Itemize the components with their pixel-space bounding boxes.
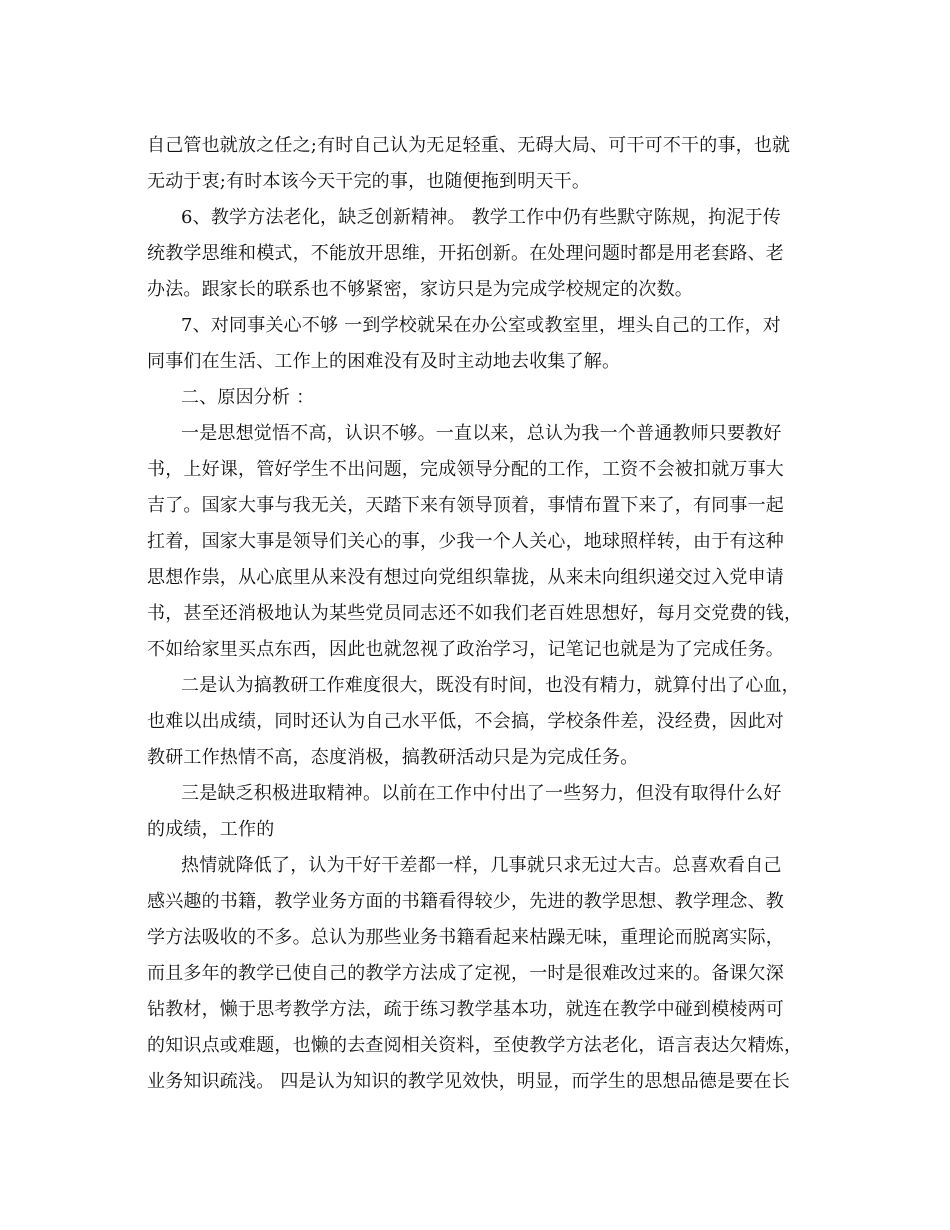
text-line: 书，甚至还消极地认为某些党员同志还不如我们老百姓思想好，每月交党费的钱， <box>147 603 803 624</box>
text-line: 感兴趣的书籍，教学业务方面的书籍看得较少，先进的教学思想、教学理念、教 <box>147 891 784 912</box>
text-line: 7、对同事关心不够 一到学校就呆在办公室或教室里，埋头自己的工作，对 <box>181 315 781 336</box>
text-line: 书，上好课，管好学生不出问题，完成领导分配的工作，工资不会被扣就万事大 <box>147 459 784 480</box>
text-line: 的成绩，工作的 <box>147 819 275 840</box>
text-line: 不如给家里买点东西，因此也就忽视了政治学习，记笔记也就是为了完成任务。 <box>147 639 784 660</box>
text-line: 学方法吸收的不多。总认为那些业务书籍看起来枯躁无味，重理论而脱离实际， <box>147 927 784 948</box>
text-line: 办法。跟家长的联系也不够紧密，家访只是为完成学校规定的次数。 <box>147 279 693 300</box>
document-body <box>147 128 807 1100</box>
text-line: 也难以出成绩，同时还认为自己水平低，不会搞，学校条件差，没经费，因此对 <box>147 711 784 732</box>
text-line: 业务知识疏浅。 四是认为知识的教学见效快，明显，而学生的思想品德是要在长 <box>147 1071 790 1092</box>
text-line: 的知识点或难题，也懒的去查阅相关资料，至使教学方法老化，语言表达欠精炼， <box>147 1035 803 1056</box>
text-line: 热情就降低了，认为干好干差都一样，几事就只求无过大吉。总喜欢看自己 <box>181 855 782 876</box>
text-line: 一是思想觉悟不高，认识不够。一直以来，总认为我一个普通教师只要教好 <box>181 423 782 444</box>
text-line: 吉了。国家大事与我无关，天踏下来有领导顶着，事情布置下来了，有同事一起 <box>147 495 784 516</box>
text-line: 统教学思维和模式，不能放开思维，开拓创新。在处理问题时都是用老套路、老 <box>147 243 784 264</box>
text-line: 扛着，国家大事是领导们关心的事，少我一个人关心，地球照样转，由于有这种 <box>147 531 784 552</box>
text-line: 二、原因分析 ： <box>181 387 315 408</box>
text-line: 同事们在生活、工作上的困难没有及时主动地去收集了解。 <box>147 351 621 372</box>
text-line: 钻教材，懒于思考教学方法，疏于练习教学基本功，就连在教学中碰到模棱两可 <box>147 999 784 1020</box>
text-line: 而且多年的教学已使自己的教学方法成了定视，一时是很难改过来的。备课欠深 <box>147 963 784 984</box>
text-line: 二是认为搞教研工作难度很大，既没有时间，也没有精力，就算付出了心血， <box>181 675 800 696</box>
text-line: 思想作祟，从心底里从来没有想过向党组织靠拢，从来未向组织递交过入党申请 <box>147 567 784 588</box>
text-line: 无动于衷;有时本该今天干完的事，也随便拖到明天干。 <box>147 171 591 192</box>
text-line: 6、教学方法老化，缺乏创新精神。 教学工作中仍有些默守陈规，拘泥于传 <box>181 207 781 228</box>
text-line: 自己管也就放之任之;有时自己认为无足轻重、无碍大局、可干可不干的事，也就 <box>147 135 791 156</box>
text-line: 三是缺乏积极进取精神。以前在工作中付出了一些努力，但没有取得什么好 <box>181 783 782 804</box>
text-line: 教研工作热情不高，态度消极，搞教研活动只是为完成任务。 <box>147 747 639 768</box>
